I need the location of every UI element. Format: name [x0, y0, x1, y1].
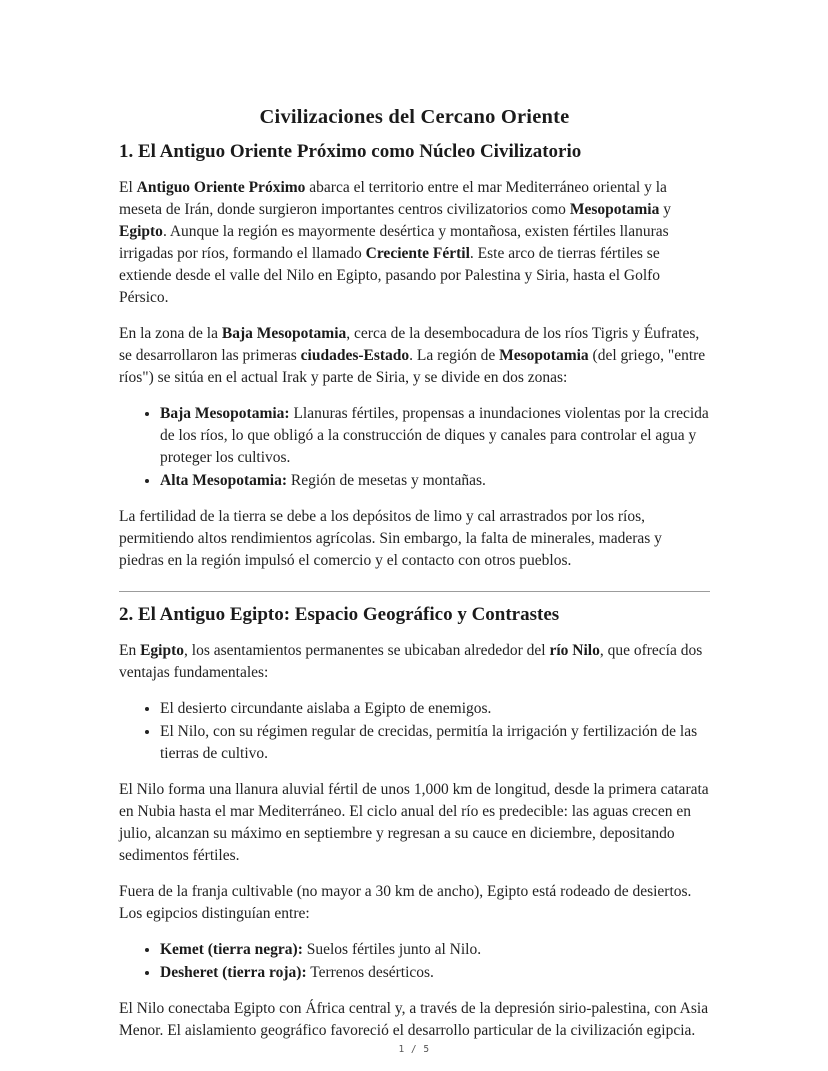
- bold-text: Antiguo Oriente Próximo: [136, 179, 306, 196]
- text-run: El desierto circundante aislaba a Egipto de enemigos.: [160, 700, 492, 717]
- bold-text: Mesopotamia: [569, 201, 660, 218]
- document-title: Civilizaciones del Cercano Oriente: [259, 106, 570, 128]
- paragraph: [119, 506, 710, 572]
- text-run: Fuera de la franja cultivable (no mayor a 30 km de ancho), Egipto está rodeado de desiertos. Los egipcios distinguían entre:: [119, 883, 692, 922]
- bold-text: río Nilo: [549, 642, 600, 659]
- list-item: [160, 403, 710, 469]
- text-run: El Nilo forma una llanura aluvial fértil de unos 1,000 km de longitud, desde la primera catarata en Nubia hasta el mar Mediterráneo. El ciclo anual del río es predecible: las aguas crecen en julio, alcanzan su máximo en septiembre y regresan a su cauce en diciembre, depositando sedimentos fértiles.: [119, 781, 709, 864]
- text-run: . La región de: [409, 347, 500, 364]
- paragraph: [119, 779, 710, 867]
- text-run: El: [119, 179, 137, 196]
- bold-text: ciudades-Estado: [300, 347, 410, 364]
- text-run: El Nilo, con su régimen regular de crecidas, permitía la irrigación y fertilización de las tierras de cultivo.: [160, 723, 698, 762]
- text-run: , cerca de la desembocadura de los ríos Tigris y Éufrates, se desarrollaron las primeras: [119, 325, 700, 364]
- section-heading: 2. El Antiguo Egipto: Espacio Geográfico y Contrastes: [119, 604, 560, 625]
- list-item: [160, 698, 710, 720]
- text-run: (del griego, "entre ríos") se sitúa en el actual Irak y parte de Siria, y se divide en dos zonas:: [119, 347, 706, 386]
- bold-text: Egipto: [140, 642, 185, 659]
- paragraph: [119, 640, 710, 684]
- paragraph: [119, 881, 710, 925]
- bullet-list: [119, 403, 710, 492]
- text-run: . Este arco de tierras fértiles se extiende desde el valle del Nilo en Egipto, pasando por Palestina y Siria, hasta el Golfo Pérsico.: [119, 245, 661, 306]
- list-item: [160, 962, 710, 984]
- bold-text: Desheret (tierra roja):: [160, 964, 307, 981]
- text-run: . Aunque la región es mayormente desértica y montañosa, existen fértiles llanuras irrigadas por ríos, formando el llamado: [119, 223, 669, 262]
- bold-text: Baja Mesopotamia: [221, 325, 347, 342]
- text-run: La fertilidad de la tierra se debe a los depósitos de limo y cal arrastrados por los ríos, permitiendo altos rendimientos agrícolas. Sin embargo, la falta de minerales, maderas y piedras en la región impulsó el comercio y el contacto con otros pueblos.: [119, 508, 662, 569]
- bold-text: Creciente Fértil: [365, 245, 470, 262]
- page-footer: [0, 1044, 828, 1055]
- list-item: [160, 470, 710, 492]
- text-run: Terrenos desérticos.: [306, 964, 434, 981]
- text-run: Suelos fértiles junto al Nilo.: [302, 941, 482, 958]
- text-run: Llanuras fértiles, propensas a inundaciones violentas por la crecida de los ríos, lo que obligó a la construcción de diques y canales para controlar el agua y proteger los cultivos.: [160, 405, 709, 466]
- bold-text: Egipto: [119, 223, 163, 240]
- section-heading: 1. El Antiguo Oriente Próximo como Núcleo Civilizatorio: [119, 141, 582, 162]
- document-body: [119, 141, 710, 1042]
- list-item: [160, 939, 710, 961]
- paragraph: [119, 998, 710, 1042]
- text-run: y: [659, 201, 671, 218]
- section-divider: [119, 591, 710, 592]
- bullet-list: [119, 939, 710, 984]
- text-run: En la zona de la: [119, 325, 222, 342]
- text-run: , que ofrecía dos ventajas fundamentales:: [119, 642, 703, 681]
- bold-text: Alta Mesopotamia:: [160, 472, 287, 489]
- page-number-indicator: 1 / 5: [398, 1044, 430, 1055]
- text-run: abarca el territorio entre el mar Mediterráneo oriental y la meseta de Irán, donde surgieron importantes centros civilizatorios como: [119, 179, 667, 218]
- text-run: El Nilo conectaba Egipto con África central y, a través de la depresión sirio-palestina, con Asia Menor. El aislamiento geográfico favoreció el desarrollo particular de la civilización egipcia.: [119, 1000, 709, 1039]
- list-item: [160, 721, 710, 765]
- text-run: En: [119, 642, 141, 659]
- text-run: Región de mesetas y montañas.: [287, 472, 486, 489]
- bullet-list: [119, 698, 710, 765]
- paragraph: [119, 177, 710, 309]
- text-run: , los asentamientos permanentes se ubicaban alrededor del: [184, 642, 550, 659]
- bold-text: Baja Mesopotamia:: [160, 405, 290, 422]
- bold-text: Mesopotamia: [499, 347, 589, 364]
- paragraph: [119, 323, 710, 389]
- bold-text: Kemet (tierra negra):: [160, 941, 303, 958]
